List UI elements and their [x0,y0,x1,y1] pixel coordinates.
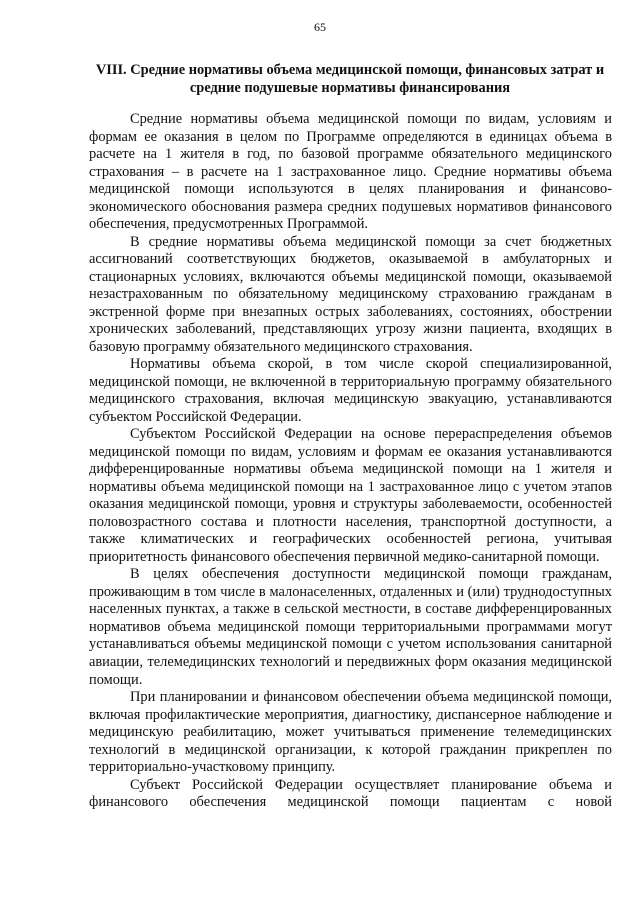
document-body [89,111,612,812]
section-title: VIII. Средние нормативы объема медицинской помощи, финансовых затрат и средние подушевые нормативы финансирования [95,62,605,96]
paragraph: Субъектом Российской Федерации на основе перераспределения объемов медицинской помощи по видам, условиям и формам ее оказания устанавливаются дифференцированные нормативы объема медицинской помощи на 1 жителя и нормативы объема медицинской помощи на 1 застрахованное лицо с учетом этапов оказания медицинской помощи, уровня и структуры заболеваемости, особенностей половозрастного состава и плотности населения, транспортной доступности, а также климатических и географических особенностей региона, учитывая приоритетность финансового обеспечения первичной медико-санитарной помощи. [89,426,612,565]
paragraph-continued: Субъект Российской Федерации осуществляет планирование объема и финансового обеспечения медицинской помощи пациентам с новой [89,776,612,811]
paragraph: Нормативы объема скорой, в том числе скорой специализированной, медицинской помощи, не включенной в территориальную программу обязательного медицинского страхования, включая медицинскую эвакуацию, устанавливаются субъектом Российской Федерации. [89,356,612,425]
page-number: 65 [314,20,326,34]
paragraph: Средние нормативы объема медицинской помощи по видам, условиям и формам ее оказания в целом по Программе определяются в единицах объема в расчете на 1 жителя в год, по базовой программе обязательного медицинского страхования – в расчете на 1 застрахованное лицо. Средние нормативы объема медицинской помощи используются в целях планирования и финансово-экономического обоснования размера средних подушевых нормативов финансового обеспечения, предусмотренных Программой. [89,111,612,233]
paragraph: В средние нормативы объема медицинской помощи за счет бюджетных ассигнований соответствующих бюджетов, оказываемой в амбулаторных и стационарных условиях, включаются объемы медицинской помощи, оказываемой незастрахованным по обязательному медицинскому страхованию гражданам в экстренной форме при внезапных острых заболеваниях, состояниях, обострении хронических заболеваний, представляющих угрозу жизни пациента, входящих в базовую программу обязательного медицинского страхования. [89,233,612,355]
paragraph: В целях обеспечения доступности медицинской помощи гражданам, проживающим в том числе в малонаселенных, отдаленных и (или) труднодоступных населенных пунктах, а также в сельской местности, в составе дифференцированных нормативов объема медицинской помощи территориальными программами могут устанавливаться объемы медицинской помощи с учетом использования санитарной авиации, телемедицинских технологий и передвижных форм оказания медицинской помощи. [89,566,612,688]
paragraph: При планировании и финансовом обеспечении объема медицинской помощи, включая профилактические мероприятия, диагностику, диспансерное наблюдение и медицинскую реабилитацию, может учитываться применение телемедицинских технологий в медицинской организации, к которой гражданин прикреплен по территориально-участковому принципу. [89,689,612,776]
